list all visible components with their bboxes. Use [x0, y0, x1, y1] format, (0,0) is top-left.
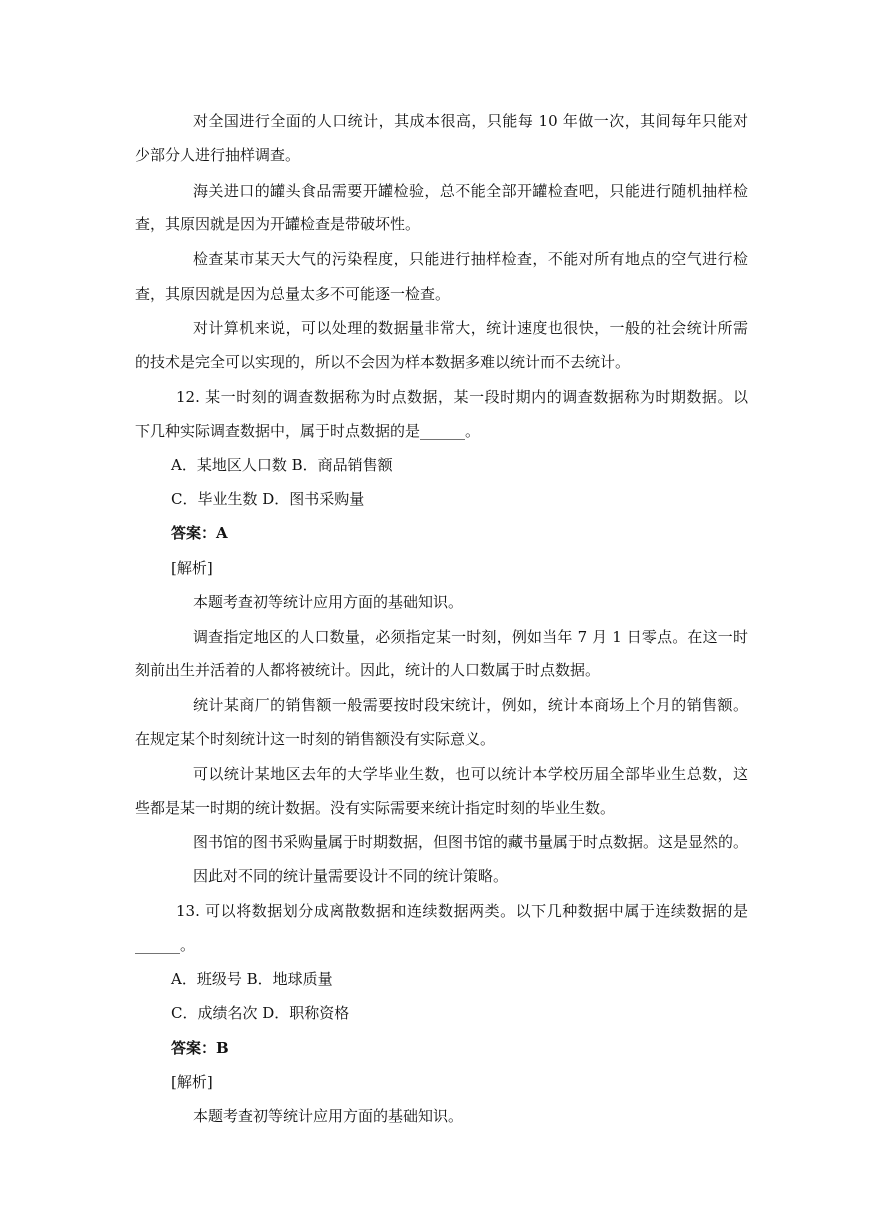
analysis-line: 图书馆的图书采购量属于时期数据，但图书馆的藏书量属于时点数据。这是显然的。: [193, 833, 749, 851]
analysis-line: 本题考查初等统计应用方面的基础知识。: [193, 1107, 464, 1125]
analysis-line: 统计某商厂的销售额一般需要按时段宋统计，例如，统计本商场上个月的销售额。: [193, 696, 748, 714]
question-13-stem: ______。: [135, 936, 196, 954]
question-12-answer: 答案：A: [171, 524, 228, 542]
analysis-line: 本题考查初等统计应用方面的基础知识。: [193, 593, 464, 611]
paragraph-line: 的技术是完全可以实现的，所以不会因为样本数据多难以统计而不去统计。: [135, 353, 631, 371]
question-12-stem: 12. 某一时刻的调查数据称为时点数据，某一段时期内的调查数据称为时期数据。以: [176, 388, 748, 406]
analysis-line: 可以统计某地区去年的大学毕业生数，也可以统计本学校历届全部毕业生总数，这: [193, 765, 748, 783]
paragraph-line: 对全国进行全面的人口统计，其成本很高，只能每 10 年做一次，其间每年只能对: [193, 112, 748, 130]
paragraph-line: 对计算机来说，可以处理的数据量非常大，统计速度也很快，一般的社会统计所需: [193, 319, 748, 337]
analysis-label: [解析]: [171, 1073, 213, 1091]
question-13-options-cd: C．成绩名次 D．职称资格: [171, 1004, 350, 1022]
question-12-options-cd: C．毕业生数 D．图书采购量: [171, 490, 365, 508]
question-12-options-ab: A．某地区人口数 B．商品销售额: [171, 456, 393, 474]
question-13-options-ab: A．班级号 B．地球质量: [171, 970, 333, 988]
question-13-stem: 13. 可以将数据划分成离散数据和连续数据两类。以下几种数据中属于连续数据的是: [176, 902, 748, 920]
analysis-line: 些都是某一时期的统计数据。没有实际需要来统计指定时刻的毕业生数。: [135, 799, 616, 817]
analysis-line: 因此对不同的统计量需要设计不同的统计策略。: [193, 867, 509, 885]
analysis-label: [解析]: [171, 559, 213, 577]
analysis-line: 刻前出生并活着的人都将被统计。因此，统计的人口数属于时点数据。: [135, 661, 601, 679]
paragraph-line: 海关进口的罐头食品需要开罐检验，总不能全部开罐检查吧，只能进行随机抽样检: [193, 182, 748, 200]
analysis-line: 在规定某个时刻统计这一时刻的销售额没有实际意义。: [135, 730, 496, 748]
paragraph-line: 少部分人进行抽样调查。: [135, 146, 301, 164]
paragraph-line: 查，其原因就是因为开罐检查是带破坏性。: [135, 215, 421, 233]
paragraph-line: 检查某市某天大气的污染程度，只能进行抽样检查，不能对所有地点的空气进行检: [193, 250, 748, 268]
question-12-stem: 下几种实际调查数据中，属于时点数据的是______。: [135, 422, 481, 440]
paragraph-line: 查，其原因就是因为总量太多不可能逐一检查。: [135, 285, 451, 303]
analysis-line: 调查指定地区的人口数量，必须指定某一时刻，例如当年 7 月 1 日零点。在这一时: [193, 628, 748, 646]
question-13-answer: 答案：B: [171, 1039, 229, 1057]
